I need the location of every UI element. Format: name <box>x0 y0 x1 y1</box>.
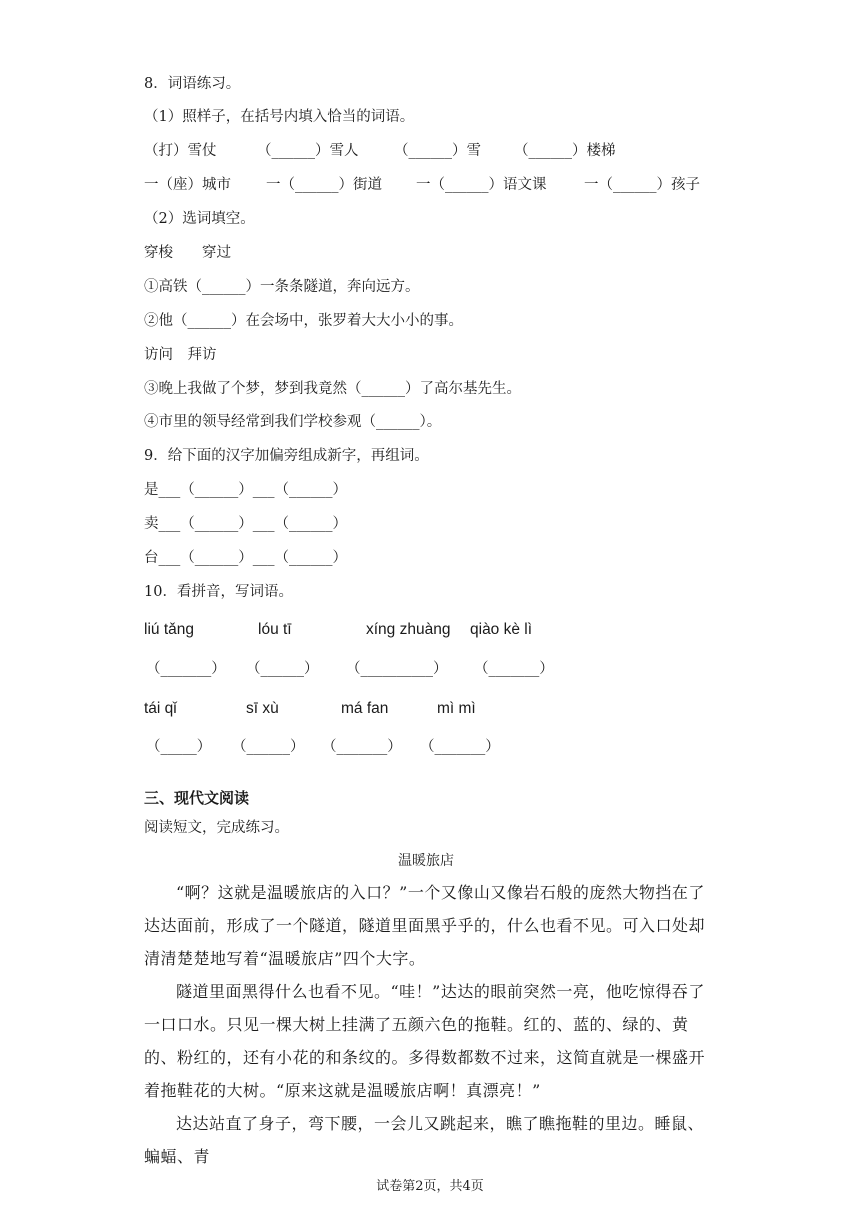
q10-blank-5: （_____） <box>146 739 212 755</box>
q10-blank-6: （______） <box>232 739 305 755</box>
q8-part2-instruction: （2）选词填空。 <box>144 211 255 227</box>
q9-row-1: 是___（______）___（______） <box>144 482 347 498</box>
q10-blank-3: （__________） <box>346 661 448 677</box>
q8-title: 8．词语练习。 <box>144 76 241 92</box>
q10-blank-2: （______） <box>246 661 319 677</box>
q10-pinyin-4: qiào kè lì <box>470 621 533 638</box>
q8-row1-item-3: （______）雪 <box>394 143 481 159</box>
story-paragraph-2: 隧道里面黑得什么也看不见。“哇！”达达的眼前突然一亮，他吃惊得吞了一口口水。只见一棵大树上挂满了五颜六色的拖鞋。红的、蓝的、绿的、黄的、粉红的，还有小花的和条纹的。多得数都数不过来，这简直就是一棵盛开着拖鞋花的大树。“原来这就是温暖旅店啊！真漂亮！” <box>144 982 706 1100</box>
story-paragraph-1: “啊？这就是温暖旅店的入口？”一个又像山又像岩石般的庞然大物挡在了达达面前，形成了一个隧道，隧道里面黑乎乎的，什么也看不见。可入口处却清清楚楚地写着“温暖旅店”四个大字。 <box>144 883 706 968</box>
story-paragraph-3: 达达站直了身子，弯下腰，一会儿又跳起来，瞧了瞧拖鞋的里边。睡鼠、蝙蝠、青 <box>144 1114 705 1166</box>
q8-row2-item-1: 一（座）城市 <box>144 177 231 193</box>
q10-pinyin-3: xíng zhuàng <box>366 621 451 638</box>
q8-word-group-2: 访问 拜访 <box>144 347 217 363</box>
q8-sentence-2: ②他（______）在会场中，张罗着大大小小的事。 <box>144 313 463 329</box>
q10-blank-1: （_______） <box>146 661 226 677</box>
q8-row2-item-2: 一（______）街道 <box>266 177 382 193</box>
q9-title: 9．给下面的汉字加偏旁组成新字，再组词。 <box>144 448 429 464</box>
section3-heading: 三、现代文阅读 <box>144 789 250 807</box>
q8-row2-item-4: 一（______）孩子 <box>584 177 700 193</box>
q10-title: 10．看拼音，写词语。 <box>144 584 293 600</box>
q10-pinyin-5: tái qǐ <box>144 700 177 717</box>
q8-sentence-4: ④市里的领导经常到我们学校参观（______）。 <box>144 414 442 430</box>
q10-pinyin-2: lóu tī <box>258 621 292 638</box>
q8-sentence-1: ①高铁（______）一条条隧道，奔向远方。 <box>144 279 420 295</box>
q10-pinyin-1: liú tǎng <box>144 621 194 638</box>
q10-blank-7: （_______） <box>322 739 402 755</box>
q10-pinyin-6: sī xù <box>246 700 279 717</box>
q10-blank-4: （_______） <box>474 661 554 677</box>
q9-row-3: 台___（______）___（______） <box>144 550 347 566</box>
q8-row1-item-4: （______）楼梯 <box>514 143 616 159</box>
q8-row1-item-2: （______）雪人 <box>257 143 359 159</box>
q8-sentence-3: ③晚上我做了个梦，梦到我竟然（______）了高尔基先生。 <box>144 381 521 397</box>
q10-pinyin-7: má fan <box>341 700 389 717</box>
q8-word-group-1: 穿梭 穿过 <box>144 245 231 261</box>
q8-row2-item-3: 一（______）语文课 <box>416 177 547 193</box>
q10-blank-8: （_______） <box>420 739 500 755</box>
q8-part1-instruction: （1）照样子，在括号内填入恰当的词语。 <box>144 109 415 125</box>
q10-pinyin-8: mì mì <box>437 700 476 717</box>
q8-row1-item-1: （打）雪仗 <box>144 143 217 159</box>
page-footer: 试卷第2页，共4页 <box>376 1179 484 1194</box>
q9-row-2: 卖___（______）___（______） <box>144 516 347 532</box>
story-title: 温暖旅店 <box>398 853 454 869</box>
section3-instruction: 阅读短文，完成练习。 <box>144 820 289 836</box>
